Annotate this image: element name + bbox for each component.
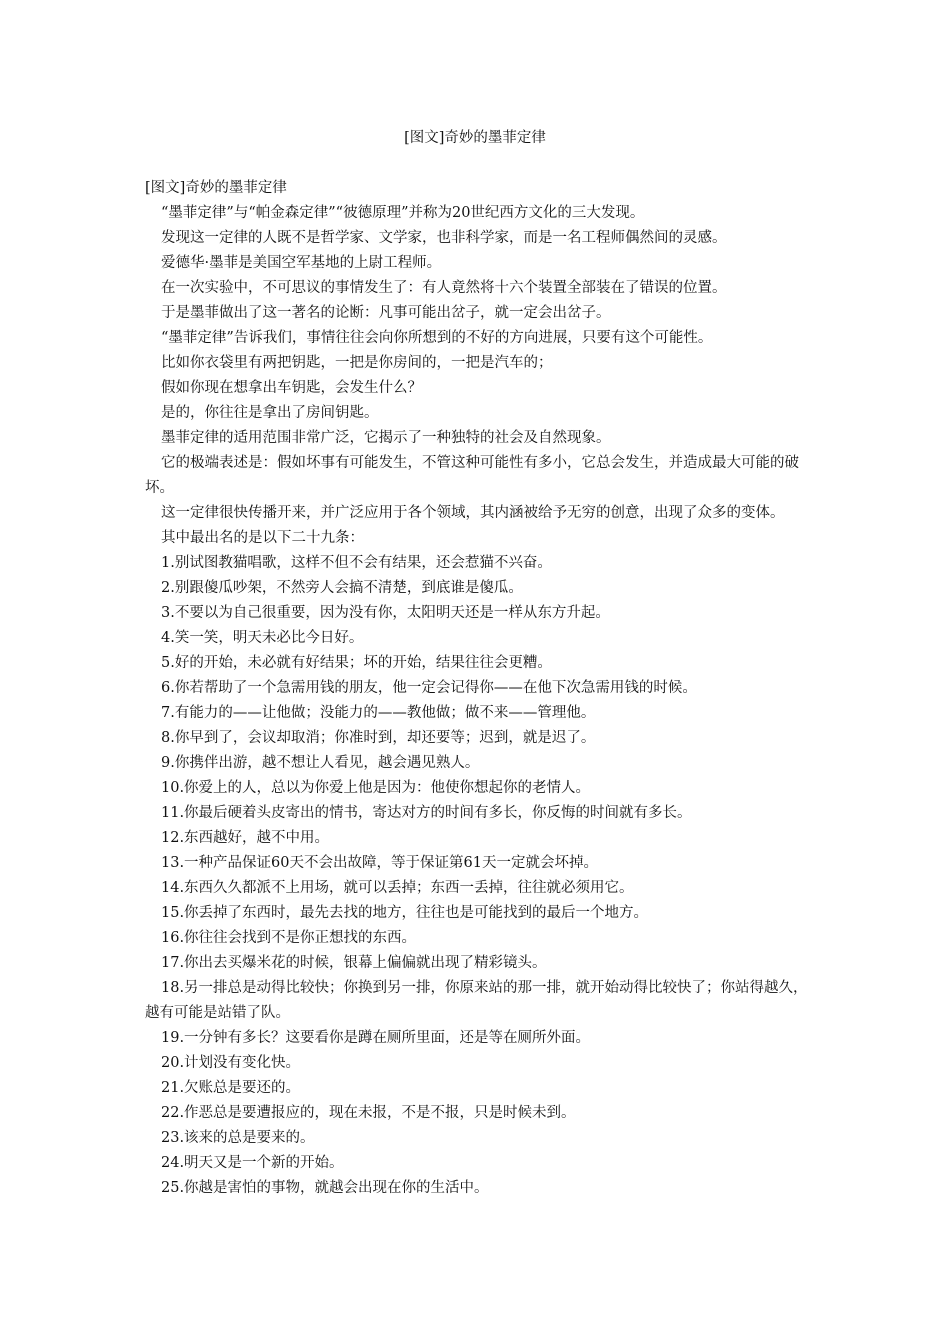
list-item: 12.东西越好，越不中用。 bbox=[161, 830, 330, 846]
list-item: 17.你出去买爆米花的时候，银幕上偏偏就出现了精彩镜头。 bbox=[161, 955, 547, 971]
paragraph: 它的极端表述是：假如坏事有可能发生，不管这种可能性有多小，它总会发生，并造成最大可能的破坏。 bbox=[145, 455, 799, 496]
paragraph: 这一定律很快传播开来，并广泛应用于各个领域，其内涵被给予无穷的创意，出现了众多的变体。 bbox=[161, 505, 785, 521]
list-item: 23.该来的总是要来的。 bbox=[161, 1130, 315, 1146]
paragraph: “墨菲定律”与“帕金森定律”“彼德原理”并称为20世纪西方文化的三大发现。 bbox=[161, 205, 645, 221]
paragraph: 假如你现在想拿出车钥匙，会发生什么？ bbox=[161, 380, 422, 396]
list-item: 4.笑一笑，明天未必比今日好。 bbox=[161, 630, 364, 646]
list-item: 20.计划没有变化快。 bbox=[161, 1055, 301, 1071]
list-item: 3.不要以为自己很重要，因为没有你，太阳明天还是一样从东方升起。 bbox=[161, 605, 610, 621]
paragraph: 是的，你往往是拿出了房间钥匙。 bbox=[161, 405, 379, 421]
paragraph: 在一次实验中，不可思议的事情发生了：有人竟然将十六个装置全部装在了错误的位置。 bbox=[161, 280, 727, 296]
list-item: 6.你若帮助了一个急需用钱的朋友，他一定会记得你——在他下次急需用钱的时候。 bbox=[161, 680, 697, 696]
list-item: 24.明天又是一个新的开始。 bbox=[161, 1155, 344, 1171]
list-item: 14.东西久久都派不上用场，就可以丢掉；东西一丢掉，往往就必须用它。 bbox=[161, 880, 634, 896]
paragraph: 其中最出名的是以下二十九条： bbox=[161, 530, 364, 546]
paragraph: 于是墨菲做出了这一著名的论断：凡事可能出岔子，就一定会出岔子。 bbox=[161, 305, 611, 321]
list-item: 22.作恶总是要遭报应的，现在未报，不是不报，只是时候未到。 bbox=[161, 1105, 576, 1121]
document-body bbox=[145, 176, 810, 1201]
paragraph: 比如你衣袋里有两把钥匙，一把是你房间的，一把是汽车的； bbox=[161, 355, 553, 371]
paragraph: 爱德华·墨菲是美国空军基地的上尉工程师。 bbox=[161, 255, 442, 271]
paragraph: 墨菲定律的适用范围非常广泛，它揭示了一种独特的社会及自然现象。 bbox=[161, 430, 611, 446]
list-item: 9.你携伴出游，越不想让人看见，越会遇见熟人。 bbox=[161, 755, 480, 771]
paragraph: [图文]奇妙的墨菲定律 bbox=[145, 180, 287, 196]
paragraph: 发现这一定律的人既不是哲学家、文学家，也非科学家，而是一名工程师偶然间的灵感。 bbox=[161, 230, 727, 246]
list-item: 25.你越是害怕的事物，就越会出现在你的生活中。 bbox=[161, 1180, 489, 1196]
list-item: 11.你最后硬着头皮寄出的情书，寄达对方的时间有多长，你反悔的时间就有多长。 bbox=[161, 805, 692, 821]
paragraph: “墨菲定律”告诉我们，事情往往会向你所想到的不好的方向进展，只要有这个可能性。 bbox=[161, 330, 713, 346]
list-item: 19.一分钟有多长？这要看你是蹲在厕所里面，还是等在厕所外面。 bbox=[161, 1030, 591, 1046]
list-item: 13.一种产品保证60天不会出故障，等于保证第61天一定就会坏掉。 bbox=[161, 855, 598, 871]
document-title: [图文]奇妙的墨菲定律 bbox=[404, 130, 546, 146]
list-item: 21.欠账总是要还的。 bbox=[161, 1080, 301, 1096]
list-item: 5.好的开始，未必就有好结果；坏的开始，结果往往会更糟。 bbox=[161, 655, 552, 671]
list-item: 1.别试图教猫唱歌，这样不但不会有结果，还会惹猫不兴奋。 bbox=[161, 555, 552, 571]
list-item: 15.你丢掉了东西时，最先去找的地方，往往也是可能找到的最后一个地方。 bbox=[161, 905, 649, 921]
list-item: 16.你往往会找到不是你正想找的东西。 bbox=[161, 930, 417, 946]
list-item: 18.另一排总是动得比较快；你换到另一排，你原来站的那一排，就开始动得比较快了；你站得越久，越有可能是站错了队。 bbox=[145, 980, 808, 1021]
list-item: 8.你早到了，会议却取消；你准时到，却还要等；迟到，就是迟了。 bbox=[161, 730, 596, 746]
list-item: 2.别跟傻瓜吵架，不然旁人会搞不清楚，到底谁是傻瓜。 bbox=[161, 580, 523, 596]
list-item: 7.有能力的——让他做；没能力的——教他做；做不来——管理他。 bbox=[161, 705, 596, 721]
list-item: 10.你爱上的人，总以为你爱上他是因为：他使你想起你的老情人。 bbox=[161, 780, 591, 796]
